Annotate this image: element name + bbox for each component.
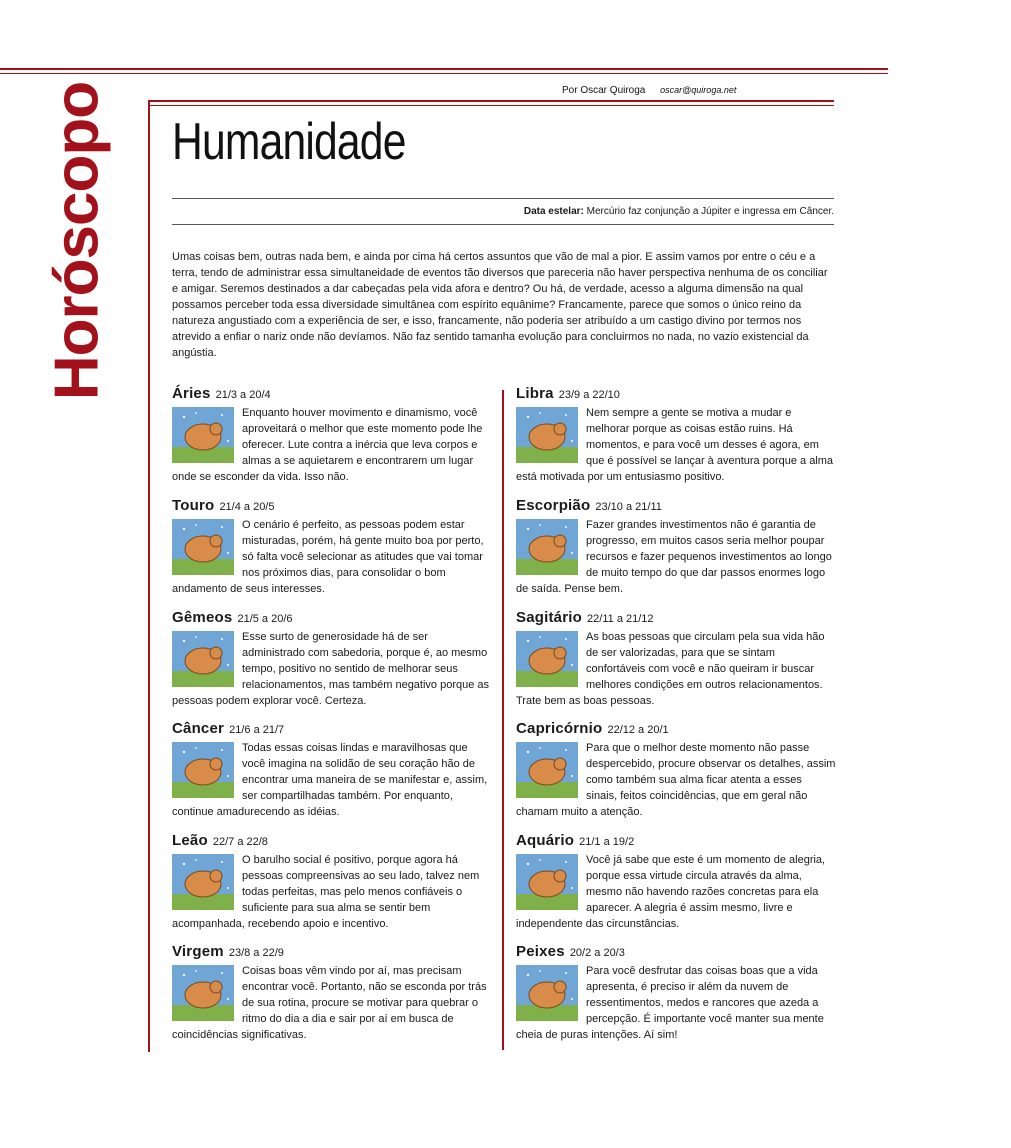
sign-heading <box>172 944 492 961</box>
column-divider <box>502 390 504 1050</box>
sign-name: Libra <box>516 385 554 402</box>
top-rule <box>0 68 888 70</box>
sign-heading <box>516 610 836 627</box>
sign-text <box>516 629 836 709</box>
sign-dates: 23/8 a 22/9 <box>228 947 284 959</box>
sign-name: Escorpião <box>516 497 591 514</box>
sign-entry <box>516 386 836 485</box>
sign-dates: 22/11 a 21/12 <box>587 613 654 625</box>
sign-text <box>172 740 492 820</box>
leo-icon <box>172 854 234 910</box>
byline <box>562 85 736 96</box>
sign-dates: 23/10 a 21/11 <box>595 501 662 513</box>
sign-name: Touro <box>172 497 215 514</box>
sign-text-content: Nem sempre a gente se motiva a mudar e melhorar porque as coisas estão ruins. Há momentos, e para você um desses é agora, em que é possível se lançar à aventura porque a alma está motivada por um entusiasmo positivo. <box>516 407 834 483</box>
sign-text-content: Para que o melhor deste momento não passe despercebido, procure observar os detalhes, assim como também sua alma ficar atenta a esses sinais, feitos coincidências, que em geral não chamam muito a atenção. <box>516 742 836 818</box>
sign-heading <box>516 721 836 738</box>
sign-name: Gêmeos <box>172 609 233 626</box>
sign-name: Peixes <box>516 943 565 960</box>
divider <box>172 224 834 225</box>
gemini-icon <box>172 631 234 687</box>
sign-text <box>516 740 836 820</box>
sign-text-content: Para você desfrutar das coisas boas que a vida apresenta, é preciso ir além da nuvem de ressentimentos, medos e rancores que azeda a percepção. É importante você manter sua mente cheia de puras intenções. Aí sim! <box>516 965 824 1041</box>
sign-entry <box>516 833 836 932</box>
sign-text <box>172 629 492 709</box>
sign-heading <box>516 498 836 515</box>
sign-dates: 21/5 a 20/6 <box>237 613 293 625</box>
sign-text <box>516 405 836 485</box>
sign-dates: 21/1 a 19/2 <box>579 836 635 848</box>
cancer-icon <box>172 742 234 798</box>
aries-icon <box>172 407 234 463</box>
capricorn-icon <box>516 742 578 798</box>
sign-text <box>172 963 492 1043</box>
aquarius-icon <box>516 854 578 910</box>
divider <box>172 198 834 199</box>
sign-heading <box>516 944 836 961</box>
sign-heading <box>172 721 492 738</box>
intro-text: Umas coisas bem, outras nada bem, e ainda por cima há certos assuntos que vão de mal a pior. E assim vamos por entre o céu e a terra, tendo de administrar essa simultaneidade de eventos tão diversos que pareceria não haver perspectiva nenhuma de os conciliar e amigar. Seremos destinados a dar cabeçadas pela vida afora e dentro? Ou há, de verdade, acesso a alguma dimensão na qual possamos perceber toda essa diversidade simultânea com espírito equânime? Francamente, parece que somos o único reino da natureza angustiado com a experiência de ser, e isso, francamente, não poderia ser atribuído a um castigo divino por termos nos atrevido a enfiar o nariz onde não devíamos. Não faz sentido tamanha evolução para concluirmos no nada, no vazio existencial da angústia. <box>172 251 828 359</box>
section-title <box>42 81 112 400</box>
sign-entry <box>516 610 836 709</box>
sign-text-content: As boas pessoas que circulam pela sua vida hão de ser valorizadas, para que se sintam confortáveis com você e não queiram ir buscar melhores condições em outros relacionamentos. Trate bem as boas pessoas. <box>516 631 825 707</box>
frame-top-rule <box>148 100 834 102</box>
virgo-icon <box>172 965 234 1021</box>
scorpio-icon <box>516 519 578 575</box>
sign-text <box>516 963 836 1043</box>
section-title-text: Horóscopo <box>42 81 112 400</box>
sign-heading <box>516 386 836 403</box>
sign-dates: 22/7 a 22/8 <box>212 836 268 848</box>
pisces-icon <box>516 965 578 1021</box>
sign-text-content: Enquanto houver movimento e dinamismo, você aproveitará o melhor que este momento pode lhe oferecer. Lute contra a inércia que leva corpos e almas a se aquietarem e encontrarem um lugar onde se esconder da vida. Isso não. <box>172 407 483 483</box>
sign-text <box>172 405 492 485</box>
sign-name: Aquário <box>516 832 575 849</box>
sign-dates: 21/3 a 20/4 <box>215 389 271 401</box>
sign-text <box>516 517 836 597</box>
sign-text <box>172 852 492 932</box>
sign-text-content: Esse surto de generosidade há de ser administrado com sabedoria, porque é, ao mesmo tempo, positivo no sentido de melhorar seus relacionamentos, mas também negativo porque as pessoas podem explorar você. Certeza. <box>172 631 490 707</box>
sign-text-content: Coisas boas vêm vindo por aí, mas precisam encontrar você. Portanto, não se esconda por trás de sua rotina, procure se motivar para quebrar o ritmo do dia a dia e sair por aí em busca de coincidências significativas. <box>172 965 487 1041</box>
sign-heading <box>172 498 492 515</box>
sign-entry <box>516 498 836 597</box>
sign-text-content: Você já sabe que este é um momento de alegria, porque essa virtude circula através da alma, mesmo não havendo razões concretas para ela aparecer. A alegria é assim mesmo, livre e independente das circunstâncias. <box>516 854 826 930</box>
sign-text-content: O cenário é perfeito, as pessoas podem estar misturadas, porém, há gente muito boa por perto, só falta você selecionar as atitudes que vai tomar nos próximos dias, para consolidar o bom andamento de seus interesses. <box>172 519 484 595</box>
frame-top-rule-thin <box>148 105 834 106</box>
sign-dates: 22/12 a 20/1 <box>607 724 669 736</box>
libra-icon <box>516 407 578 463</box>
sign-heading <box>172 386 492 403</box>
sign-text <box>172 517 492 597</box>
sign-text <box>516 852 836 932</box>
sign-dates: 20/2 a 20/3 <box>569 947 625 959</box>
byline-email[interactable]: oscar@quiroga.net <box>660 85 737 95</box>
frame-left-rule <box>148 100 150 1052</box>
sign-name: Câncer <box>172 720 225 737</box>
sign-heading <box>516 833 836 850</box>
taurus-icon <box>172 519 234 575</box>
byline-author: Por Oscar Quiroga <box>562 85 646 96</box>
sign-entry <box>172 721 492 820</box>
sign-entry <box>172 386 492 485</box>
sign-entry <box>172 610 492 709</box>
headline: Humanidade <box>172 113 406 171</box>
sign-text-content: Fazer grandes investimentos não é garantia de progresso, em muitos casos seria melhor poupar recursos e fazer pequenos investimentos ao longo de muito tempo do que dar passos enormes logo de saída. Pense bem. <box>516 519 832 595</box>
sign-name: Leão <box>172 832 208 849</box>
sign-heading <box>172 610 492 627</box>
data-estelar-text: Mercúrio faz conjunção a Júpiter e ingressa em Câncer. <box>586 206 834 217</box>
top-rule-thin <box>0 73 888 74</box>
sign-heading <box>172 833 492 850</box>
sign-name: Áries <box>172 385 211 402</box>
sign-name: Virgem <box>172 943 224 960</box>
sign-text-content: Todas essas coisas lindas e maravilhosas que você imagina na solidão de seu coração hão de encontrar uma maneira de se manifestar e, assim, ser compartilhadas também. Por enquanto, continue amadurecendo as idéias. <box>172 742 488 818</box>
sign-entry <box>516 944 836 1043</box>
sign-dates: 21/6 a 21/7 <box>229 724 285 736</box>
data-estelar <box>524 206 834 217</box>
sign-entry <box>172 498 492 597</box>
sign-entry <box>172 833 492 932</box>
sign-dates: 21/4 a 20/5 <box>219 501 275 513</box>
sign-text-content: O barulho social é positivo, porque agora há pessoas compreensivas ao seu lado, talvez nem todas perfeitas, mas pelo menos confiáveis o suficiente para sua alma se sentir bem acompanhada, recebendo apoio e incentivo. <box>172 854 480 930</box>
sign-name: Capricórnio <box>516 720 603 737</box>
sign-dates: 23/9 a 22/10 <box>558 389 620 401</box>
sagittarius-icon <box>516 631 578 687</box>
sign-entry <box>172 944 492 1043</box>
sign-name: Sagitário <box>516 609 582 626</box>
sign-entry <box>516 721 836 820</box>
data-estelar-label: Data estelar: <box>523 206 584 217</box>
